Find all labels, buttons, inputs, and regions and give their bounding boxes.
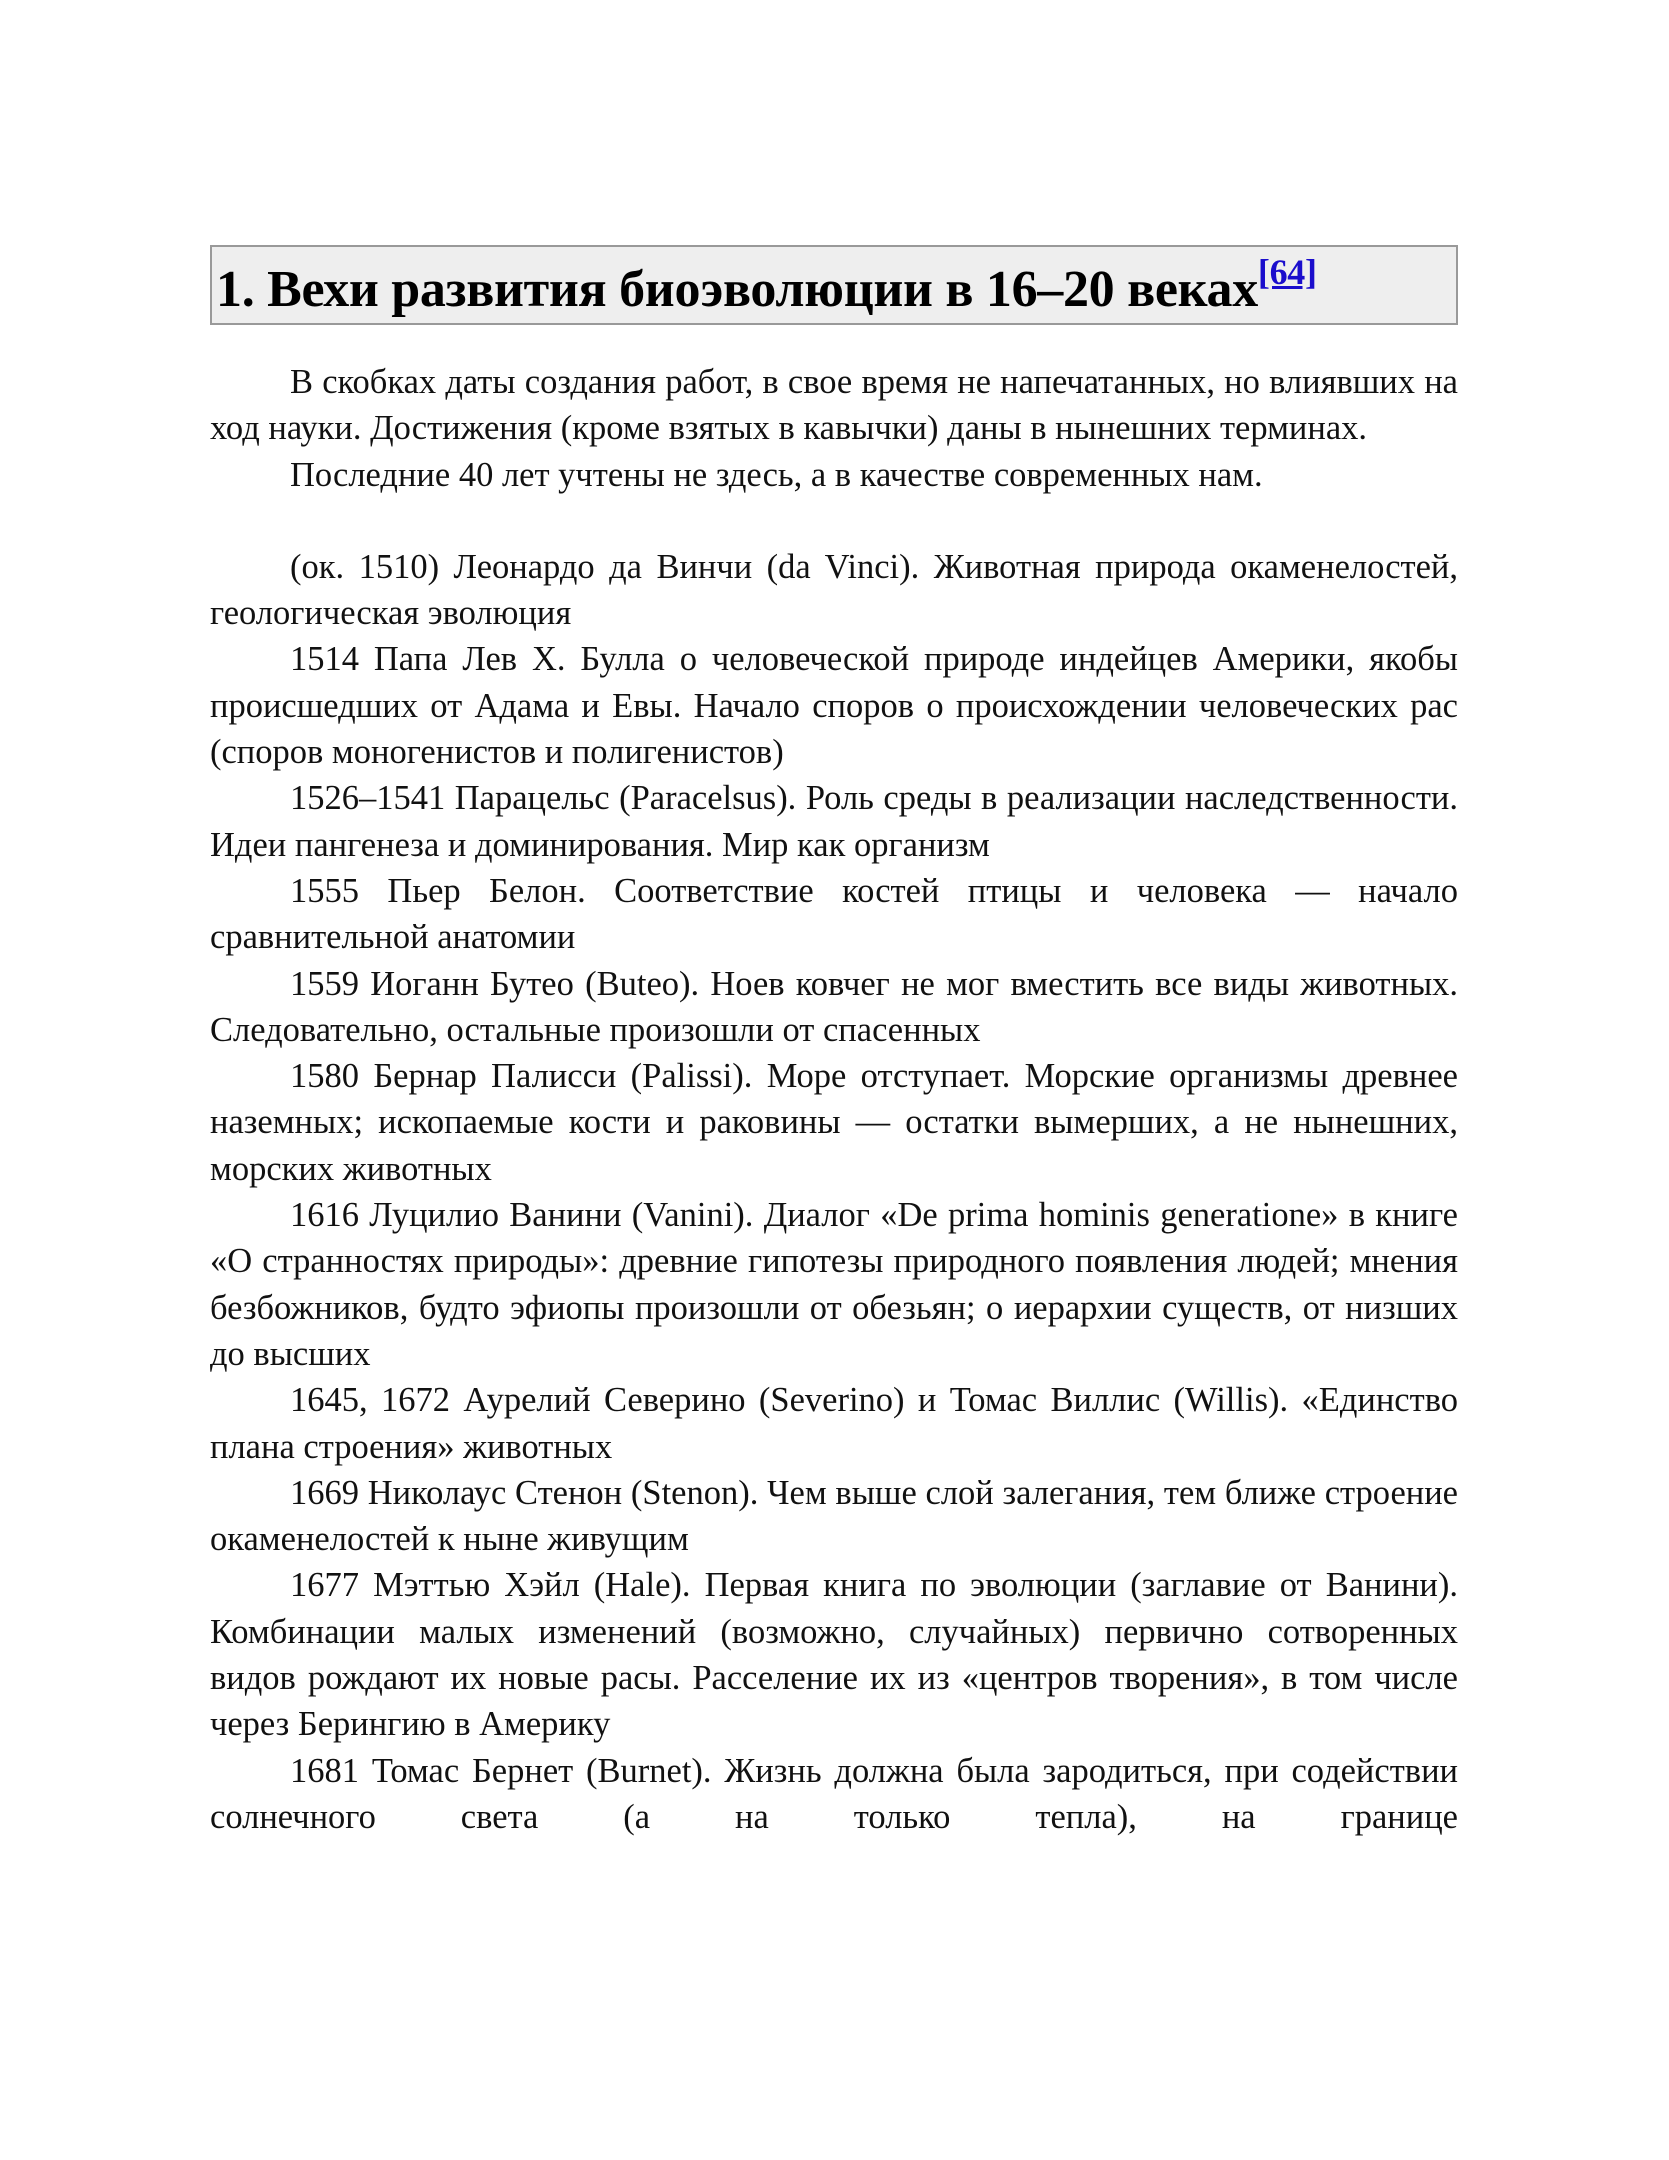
document-page	[210, 245, 1458, 1840]
intro-paragraph: В скобках даты создания работ, в свое время не напечатанных, но влиявших на ход науки. Достижения (кроме взятых в кавычки) даны в нынешних терминах.	[210, 363, 1458, 448]
section-heading-text: 1. Вехи развития биоэволюции в 16–20 веках	[216, 261, 1258, 318]
timeline-entry: 1555 Пьер Белон. Соответствие костей птицы и человека — начало сравнительной анатомии	[210, 871, 1458, 957]
section-heading-box	[210, 245, 1458, 325]
timeline-entry: 1681 Томас Бернет (Burnet). Жизнь должна была зародиться, при содействии солнечного света (а на только тепла), на границе	[210, 1751, 1458, 1836]
body-text	[210, 359, 1458, 1840]
timeline-entry: 1580 Бернар Палисси (Palissi). Море отступает. Морские организмы древнее наземных; ископаемые кости и раковины — остатки вымерших, а не нынешних, морских животных	[210, 1057, 1458, 1188]
footnote-link[interactable]: [64]	[1257, 252, 1317, 292]
timeline-entry: 1514 Папа Лев X. Булла о человеческой природе индейцев Америки, якобы происшедших от Адама и Евы. Начало споров о происхождении человеческих рас (споров моногенистов и полигенистов)	[210, 640, 1458, 772]
timeline-entry: 1645, 1672 Аурелий Северино (Severino) и Томас Виллис (Willis). «Единство плана строения» животных	[210, 1381, 1458, 1466]
timeline-entry: 1526–1541 Парацельс (Paracelsus). Роль среды в реализации наследственности. Идеи пангенеза и доминирования. Мир как организм	[210, 779, 1458, 864]
timeline-entry: 1616 Луцилио Ванини (Vanini). Диалог «De prima hominis generatione» в книге «О странностях природы»: древние гипотезы природного появления людей; мнения безбожников, будто эфиопы произошли от обезьян; о иерархии существ, от низших до высших	[210, 1196, 1458, 1373]
timeline-entry: 1669 Николаус Стенон (Stenon). Чем выше слой залегания, тем ближе строение окаменелостей к ныне живущим	[210, 1473, 1458, 1559]
timeline-entry: (ок. 1510) Леонардо да Винчи (da Vinci). Животная природа окаменелостей, геологическая эволюция	[210, 547, 1458, 633]
timeline-entry: 1677 Мэттью Хэйл (Hale). Первая книга по эволюции (заглавие от Ванини). Комбинации малых изменений (возможно, случайных) первично сотворенных видов рождают их новые расы. Расселение их из «центров творения», в том числе через Берингию в Америку	[210, 1566, 1458, 1744]
timeline-entry: 1559 Иоганн Бутео (Buteo). Ноев ковчег не мог вместить все виды животных. Следовательно, остальные произошли от спасенных	[210, 964, 1458, 1049]
section-heading	[216, 254, 1317, 316]
intro-paragraph: Последние 40 лет учтены не здесь, а в качестве современных нам.	[290, 455, 1263, 494]
paragraph-spacer	[210, 498, 1458, 544]
